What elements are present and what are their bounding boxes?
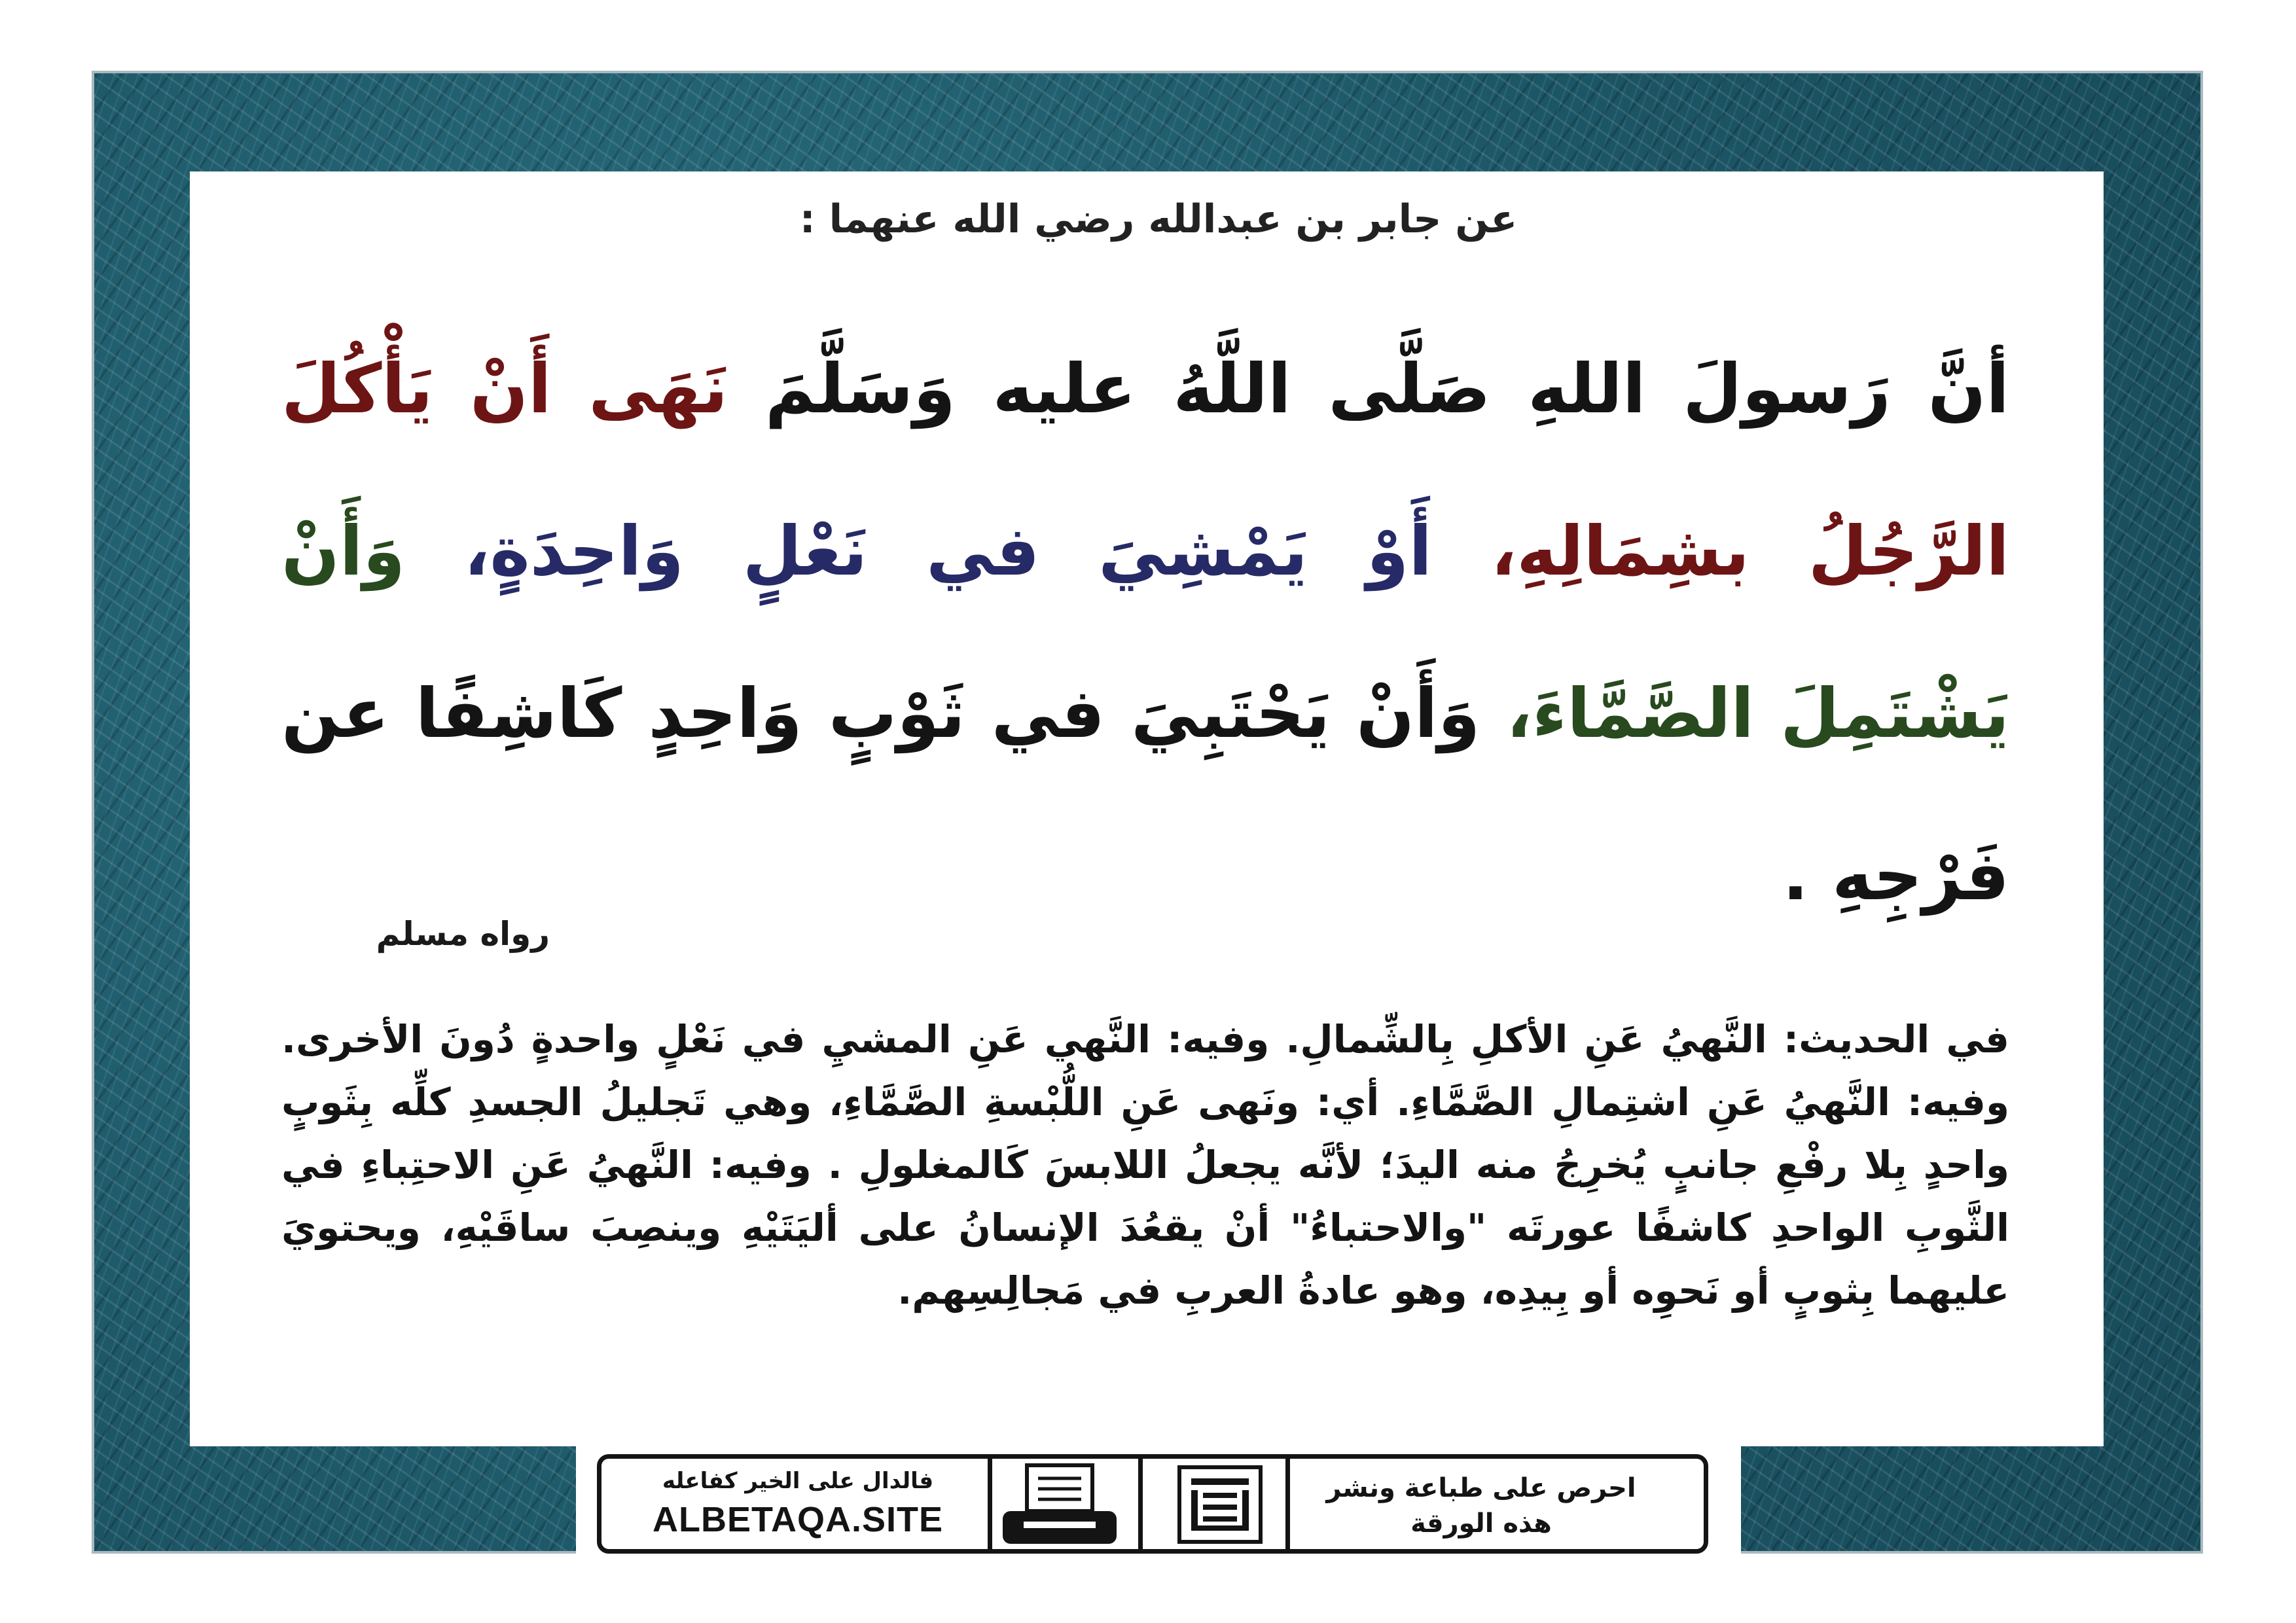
footer-divider — [988, 1459, 992, 1549]
print-notice: احرص على طباعة ونشر هذه الورقة — [1326, 1473, 1636, 1539]
explanation-text: في الحديث: النَّهيُ عَنِ الأكلِ بِالشِّمالِ. وفيه: النَّهي عَنِ المشيِ في نَعْلٍ واحدةٍ دُونَ الأخرى. وفيه: النَّهيُ عَنِ اشتِمالِ الصَّمَّاءِ. أي: ونَهى عَنِ اللُّبْسةِ الصَّمَّاءِ، وهي تَجليلُ الجسدِ كلِّه بِثَوبٍ واحدٍ بِلا رفْعِ جانبٍ يُخرِجُ منه اليدَ؛ لأنَّه يجعلُ اللابسَ كَالمغلولِ . وفيه: النَّهيُ عَنِ الاحتِباءِ في الثَّوبِ الواحدِ كاشفًا عورتَه "والاحتباءُ" أنْ يقعُدَ الإنسانُ على أليَتَيْهِ وينصِبَ ساقَيْهِ، ويحتويَ عليهما بِثوبٍ أو نَحوِه أو بِيدِه، وهو عادةُ العربِ في مَجالِسِهم. — [281, 1017, 2009, 1313]
calligraphy-logo-icon — [1186, 1473, 1254, 1536]
hadith-text — [281, 308, 2009, 957]
footer-bar — [597, 1454, 1708, 1554]
logo-emblem — [1177, 1465, 1263, 1544]
printer-icon — [997, 1463, 1122, 1549]
hadith-part-2: نَهَى أَنْ يَأْكُلَ الرَّجُلُ بشِمَالِهِ، — [281, 349, 2009, 591]
footer-divider — [1138, 1459, 1143, 1549]
hadith-part-5: وَأَنْ يَحْتَبِيَ في ثَوْبٍ وَاحِدٍ كَاشِفًا عن فَرْجِهِ . — [281, 673, 2009, 916]
slogan-text: فالدال على الخير كفاعله — [662, 1468, 934, 1494]
site-link[interactable]: ALBETAQA.SITE — [653, 1500, 943, 1539]
hadith-part-1: أنَّ رَسولَ اللهِ صَلَّى اللَّهُ عليه وَسَلَّمَ — [764, 349, 2009, 429]
hadith-part-4: وَأَنْ يَشْتَمِلَ الصَّمَّاءَ، — [281, 511, 2009, 753]
narrator-line: عن جابر بن عبدالله رضي الله عنهما : — [799, 196, 1518, 242]
footer-divider — [1285, 1459, 1290, 1549]
hadith-source: رواه مسلم — [376, 915, 550, 953]
hadith-part-3: أَوْ يَمْشِيَ في نَعْلٍ وَاحِدَةٍ، — [463, 511, 1433, 591]
